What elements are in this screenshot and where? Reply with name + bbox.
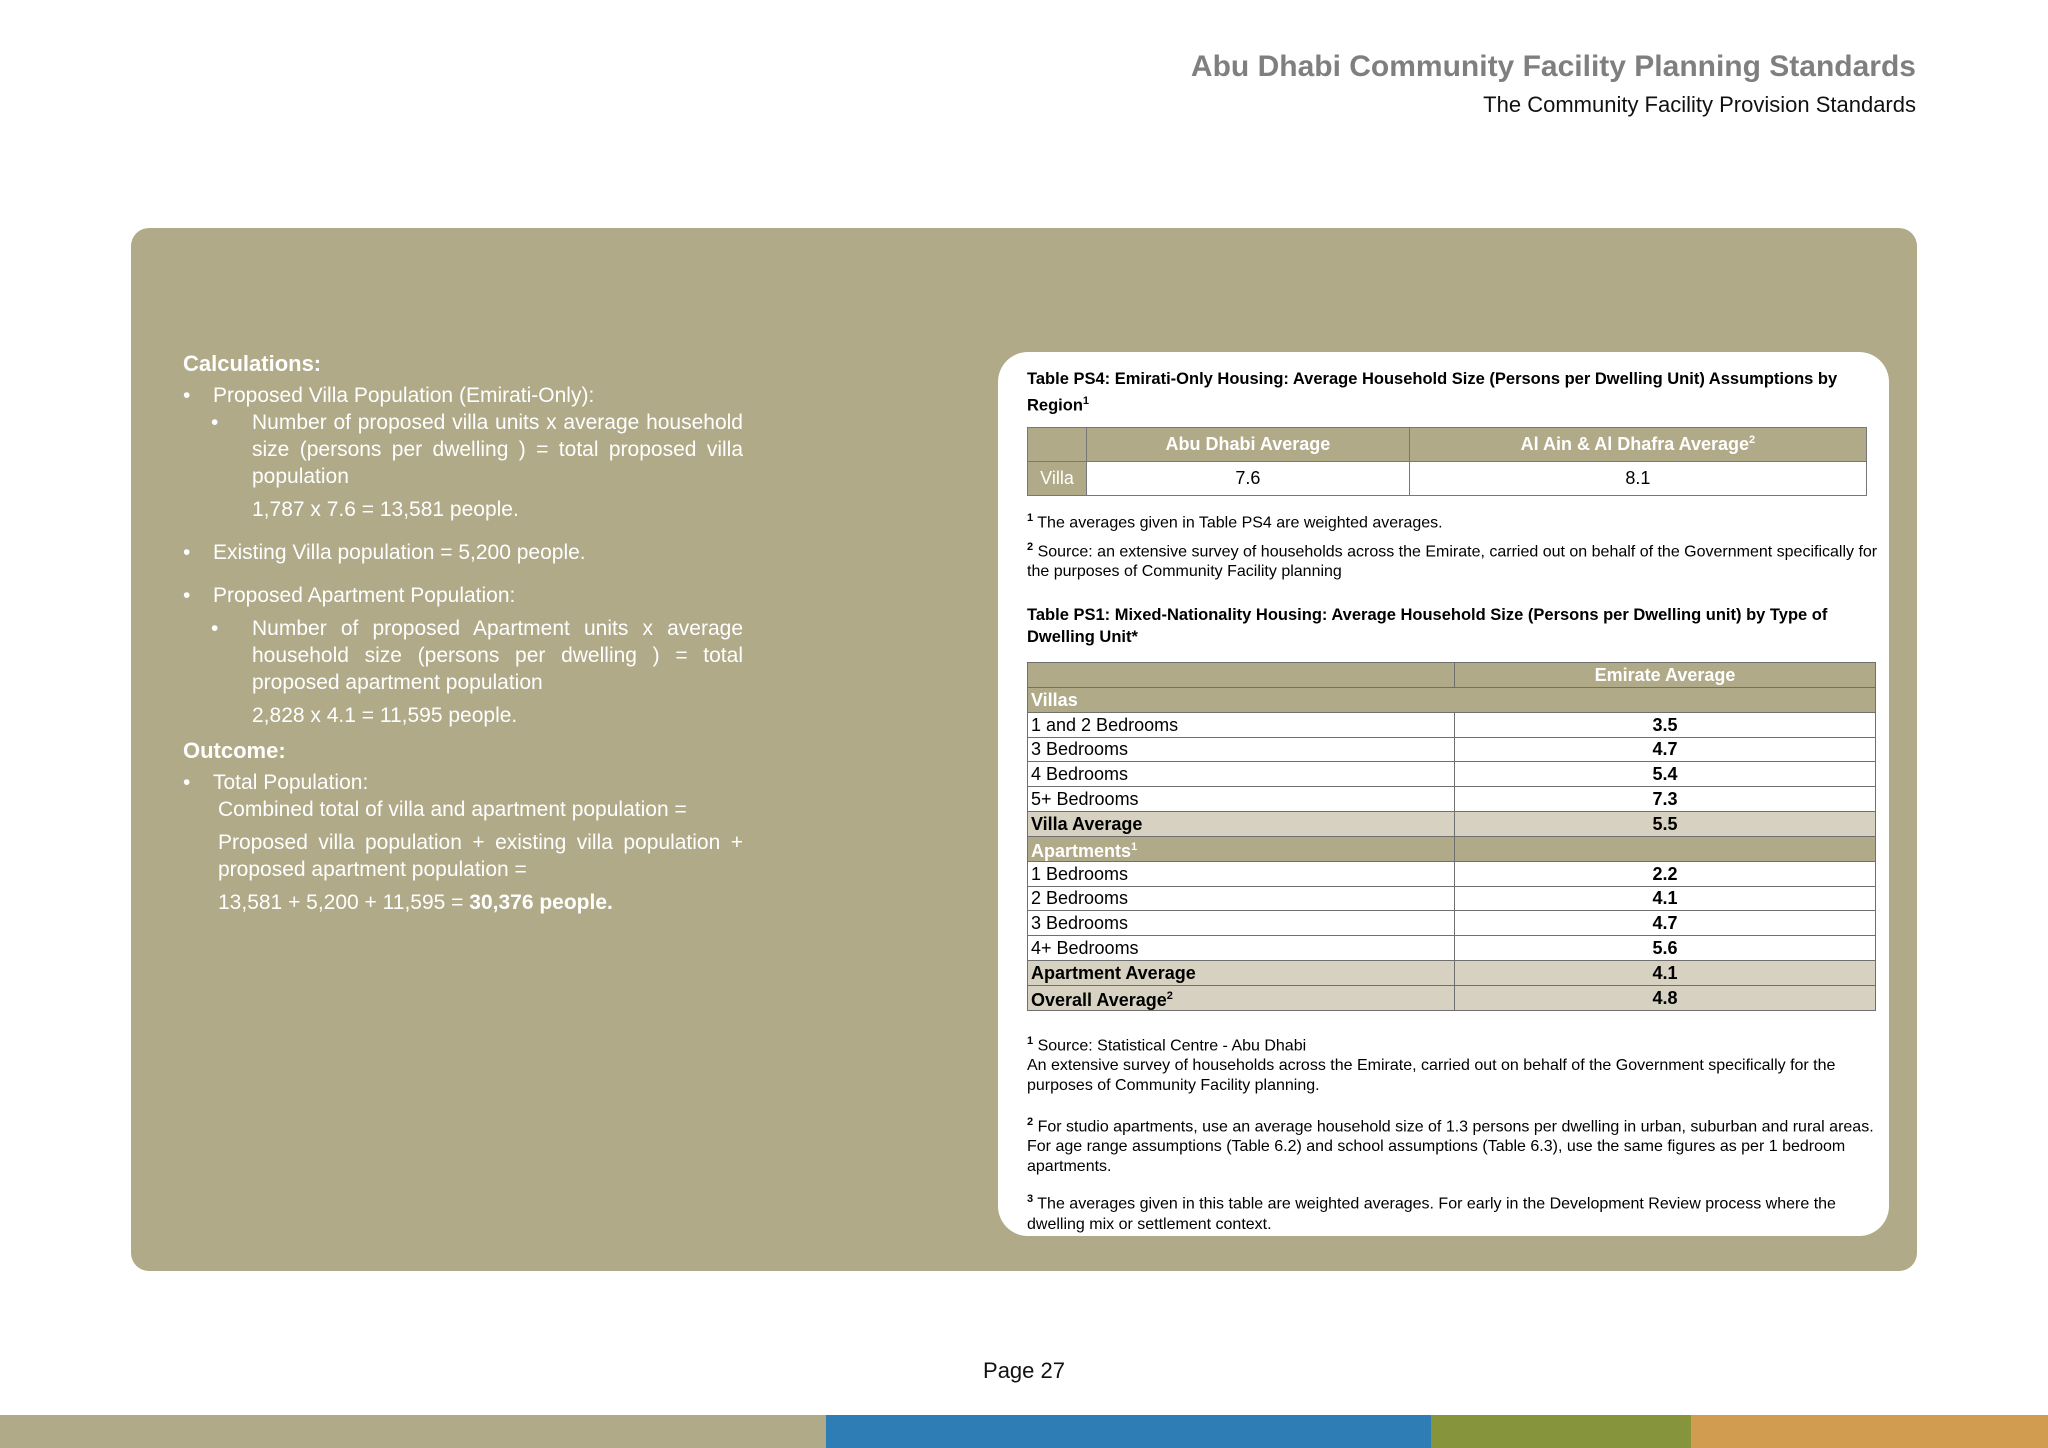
- villa-population-bullet: • Proposed Villa Population (Emirati-Only):: [183, 382, 743, 409]
- table-ps1-footnote-3: $^3$ The averages given in this table are weighted averages. For early in the Development Review process where the dwelling mix or settlement context.: [1027, 1193, 1836, 1233]
- villa-population-calc: 1,787 x 7.6 = 13,581 people.: [252, 498, 519, 521]
- footer-bar-green: [1431, 1415, 1691, 1448]
- table-ps4-caption: Table PS4: Emirati-Only Housing: Average Household Size (Persons per Dwelling Unit) Assumptions by Region$^1$: [1027, 370, 1838, 415]
- table-ps4-note-2: $^2$ Source: an extensive survey of households across the Emirate, carried out on behalf of the Government specifically for the purposes of Community Facility planning: [1027, 540, 1878, 581]
- document-title: Abu Dhabi Community Facility Planning Standards: [1190, 50, 1916, 83]
- table-ps4-row-villa: Villa: [1028, 461, 1087, 495]
- table-row: 2 Bedrooms 4.1: [1028, 886, 1876, 911]
- table-ps4-note-1: $^1$ The averages given in Table PS4 are weighted averages.: [1027, 511, 1443, 531]
- table-ps4-villa-abu-dhabi: 7.6: [1087, 461, 1410, 495]
- total-result-sum: 13,581 + 5,200 + 11,595 =: [218, 891, 470, 914]
- existing-villa-bullet: • Existing Villa population = 5,200 people.: [183, 539, 743, 566]
- total-result-value: 30,376 people.: [469, 891, 613, 914]
- apartment-population-formula: • Number of proposed Apartment units x average household size (persons per dwelling ) = total proposed apartment population: [183, 615, 743, 696]
- table-ps1-header: Emirate Average: [1455, 663, 1876, 688]
- table-ps4: [1027, 427, 1867, 496]
- table-ps1-section-apartments: Apartments$^1$: [1028, 836, 1876, 861]
- table-row: 1 and 2 Bedrooms 3.5: [1028, 712, 1876, 737]
- document-subtitle: The Community Facility Provision Standards: [1483, 92, 1916, 117]
- table-ps4-col-al-ain: Al Ain & Al Dhafra Average$^2$: [1409, 427, 1866, 461]
- table-row: 4 Bedrooms 5.4: [1028, 762, 1876, 787]
- table-row-apartment-average: Apartment Average 4.1: [1028, 960, 1876, 985]
- footer-bar-blue: [826, 1415, 1431, 1448]
- table-row: 4+ Bedrooms 5.6: [1028, 936, 1876, 961]
- page-number: Page 27: [983, 1358, 1065, 1383]
- outcome-heading: Outcome:: [183, 738, 286, 763]
- table-ps4-villa-al-ain: 8.1: [1409, 461, 1866, 495]
- footer-bar-orange: [1691, 1415, 2048, 1448]
- table-ps1: [1027, 662, 1876, 1011]
- table-ps4-corner: [1028, 427, 1087, 461]
- table-row: 5+ Bedrooms 7.3: [1028, 787, 1876, 812]
- combined-total-text: Combined total of villa and apartment population =: [218, 798, 687, 821]
- table-ps1-corner: [1028, 663, 1455, 688]
- total-formula-text: Proposed villa population + existing villa population + proposed apartment population =: [218, 831, 743, 881]
- table-row: 1 Bedrooms 2.2: [1028, 861, 1876, 886]
- table-row: 3 Bedrooms 4.7: [1028, 911, 1876, 936]
- tables-card: [998, 352, 1889, 1236]
- apartment-population-calc: 2,828 x 4.1 = 11,595 people.: [252, 704, 518, 727]
- apartment-population-bullet: • Proposed Apartment Population:: [183, 582, 743, 609]
- calculations-heading: Calculations:: [183, 351, 322, 376]
- footer-bar-tan: [0, 1415, 826, 1448]
- table-ps4-col-abu-dhabi: Abu Dhabi Average: [1087, 427, 1410, 461]
- table-row-overall-average: Overall Average$^2$ 4.8: [1028, 985, 1876, 1010]
- table-row: 3 Bedrooms 4.7: [1028, 737, 1876, 762]
- calculations-block: [183, 350, 743, 916]
- table-ps1-caption: Table PS1: Mixed-Nationality Housing: Average Household Size (Persons per Dwelling unit) by Type of Dwelling Unit*: [1027, 606, 1828, 647]
- table-ps1-footnote-1: $^1$ Source: Statistical Centre - Abu Dhabi An extensive survey of households across the Emirate, carried out on behalf of the Government specifically for the purposes of Community Facility planning.: [1027, 1034, 1836, 1095]
- total-result: [183, 889, 743, 916]
- table-row-villa-average: Villa Average 5.5: [1028, 811, 1876, 836]
- table-ps1-section-villas: Villas: [1028, 687, 1876, 712]
- table-ps1-footnote-2: $^2$ For studio apartments, use an average household size of 1.3 persons per dwelling in urban, suburban and rural areas. For age range assumptions (Table 6.2) and school assumptions (Table 6.3), use the same figures as per 1 bedroom apartments.: [1027, 1116, 1874, 1176]
- villa-population-formula: • Number of proposed villa units x average household size (persons per dwelling ) = total proposed villa population: [183, 409, 743, 490]
- total-population-bullet: • Total Population:: [183, 769, 743, 796]
